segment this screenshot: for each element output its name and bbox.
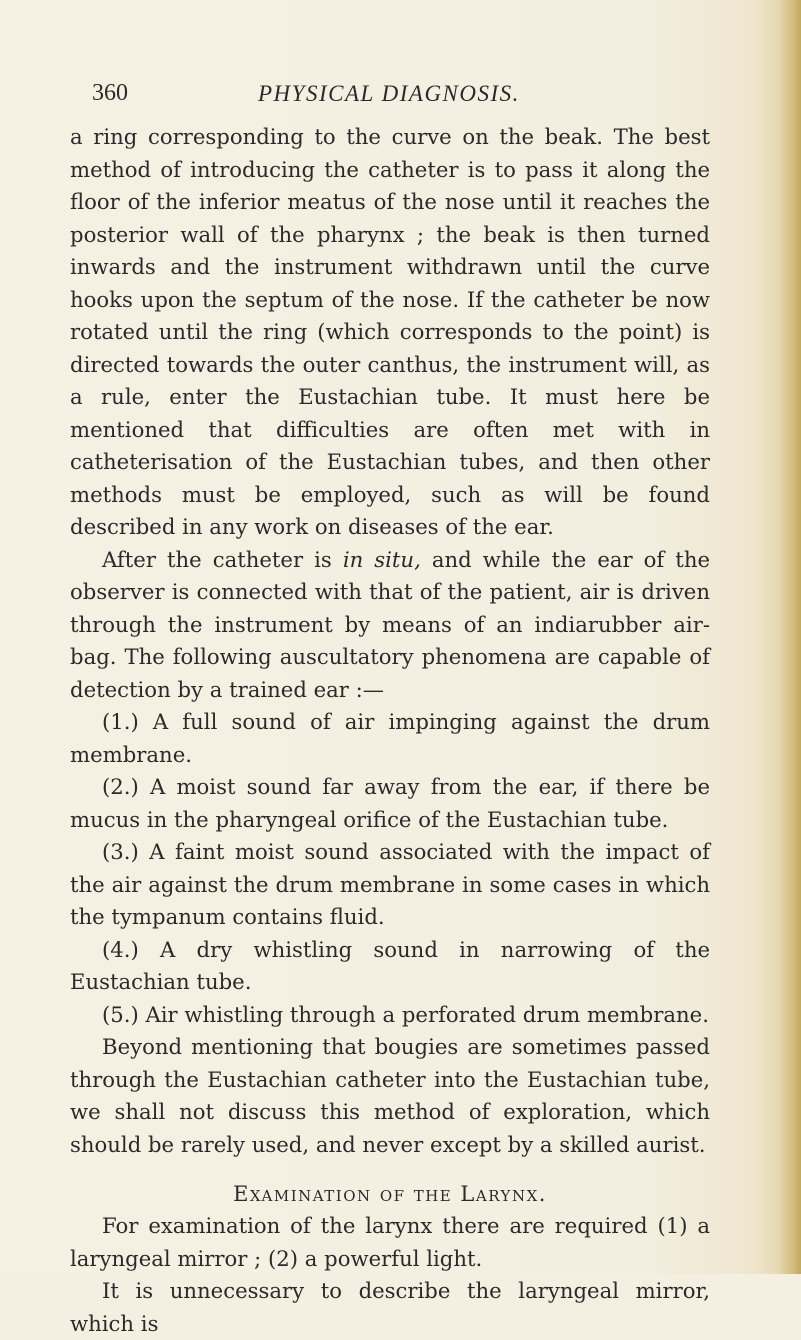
paragraph-laryngeal-mirror: It is unnecessary to describe the laryngeal mirror, which is [70,1278,710,1336]
section-heading: Examination of the Larynx. [233,1182,547,1206]
paragraph-in-situ [70,544,710,707]
page-header [92,80,712,120]
page-edge-shadow [779,0,801,1274]
list-item-4: (4.) A dry whistling sound in narrowing of the Eustachian tube. [70,936,710,994]
page-body [70,121,710,1340]
paragraph-bougies: Beyond mentioning that bougies are sometimes passed through the Eustachian catheter into the Eustachian tube, we shall not discuss this method of exploration, which should be rarely used, and never except by a skilled aurist. [70,1034,710,1157]
page-number: 360 [92,80,128,106]
paragraph-continued: a ring corresponding to the curve on the beak. The best method of introducing the catheter is to pass it along the floor of the inferior meatus of the nose until it reaches the posterior wall of the pharynx ; the beak is then turned inwards and the instrument withdrawn until the curve hooks upon the septum of the nose. If the catheter be now rotated until the ring (which corresponds to the point) is directed towards the outer canthus, the instrument will, as a rule, enter the Eustachian tube. It must here be mentioned that difficulties are often met with in catheterisation of the Eustachian tubes, and then other methods must be employed, such as will be found described in any work on diseases of the ear. [70,124,710,539]
list-item-1: (1.) A full sound of air impinging against the drum membrane. [70,709,710,767]
italic-in-situ: in situ, [342,546,421,572]
paragraph-larynx-requirements: For examination of the larynx there are required (1) a laryngeal mirror ; (2) a powerful light. [70,1213,710,1271]
list-item-3: (3.) A faint moist sound associated with the impact of the air against the drum membrane in some cases in which the tympanum contains fluid. [70,839,710,929]
running-title: PHYSICAL DIAGNOSIS. [258,81,520,106]
paragraph-in-situ-start: After the catheter is [102,546,343,572]
list-item-2: (2.) A moist sound far away from the ear, if there be mucus in the pharyngeal orifice of the Eustachian tube. [70,774,710,832]
list-item-5: (5.) Air whistling through a perforated drum membrane. [102,1001,709,1027]
paragraph-in-situ-end: and while the ear of the observer is connected with that of the patient, air is driven through the instrument by means of an indiarubber air-bag. The following auscultatory phenomena are capable of detection by a trained ear :— [70,546,711,702]
